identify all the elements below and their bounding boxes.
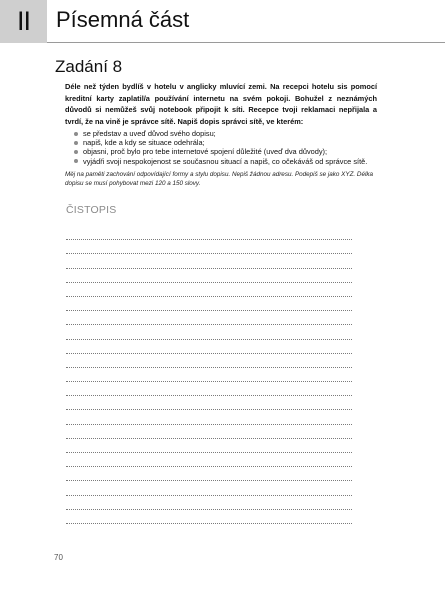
writing-area[interactable]	[66, 226, 352, 524]
writing-line[interactable]	[66, 269, 352, 283]
writing-line[interactable]	[66, 453, 352, 467]
writing-line[interactable]	[66, 368, 352, 382]
bullet-text: objasni, proč bylo pro tebe internetové spojení důležité (uveď dva důvody);	[83, 147, 328, 157]
bullet-dot-icon	[74, 159, 78, 163]
bullet-dot-icon	[74, 141, 78, 145]
draft-heading: ČISTOPIS	[66, 204, 117, 216]
writing-line[interactable]	[66, 311, 352, 325]
task-title: Zadání 8	[55, 57, 123, 76]
bullet-dot-icon	[74, 150, 78, 154]
page-header	[0, 0, 445, 44]
bullet-item	[74, 147, 384, 156]
writing-line[interactable]	[66, 396, 352, 410]
chapter-number: II	[16, 6, 30, 36]
task-bullet-list	[74, 129, 384, 166]
bullet-text: se představ a uveď důvod svého dopisu;	[83, 129, 216, 138]
writing-line[interactable]	[66, 510, 352, 524]
bullet-dot-icon	[74, 132, 78, 136]
writing-line[interactable]	[66, 439, 352, 453]
page-number: 70	[54, 553, 63, 562]
writing-line[interactable]	[66, 226, 352, 240]
writing-line[interactable]	[66, 410, 352, 424]
task-instructions: Déle než týden bydlíš v hotelu v anglicky mluvící zemi. Na recepci hotelu sis pomocí kreditní karty zaplatil/a používání internetu na svém pokoji. Bohužel z neznámých důvodů si nemůžeš svůj notebook připojit k síti. Recepce tvoji reklamaci nepřijala a tvrdí, že na vině je správce sítě. Napiš dopis správci sítě, ve kterém:	[65, 82, 377, 126]
bullet-text: napiš, kde a kdy se situace odehrála;	[83, 138, 205, 148]
format-note: Měj na paměti zachování odpovídající formy a stylu dopisu. Nepiš žádnou adresu. Podepiš se jako XYZ. Délka dopisu se musí pohybovat mezi 120 a 150 slovy.	[65, 171, 374, 188]
writing-line[interactable]	[66, 425, 352, 439]
bullet-item	[74, 157, 384, 166]
writing-line[interactable]	[66, 481, 352, 495]
writing-line[interactable]	[66, 382, 352, 396]
bullet-text: vyjádři svoji nespokojenost se současnou situací a napiš, co očekáváš od správce sítě.	[83, 156, 368, 166]
writing-line[interactable]	[66, 340, 352, 354]
bullet-item	[74, 138, 384, 147]
section-title: Písemná část	[56, 7, 190, 32]
writing-line[interactable]	[66, 240, 352, 254]
writing-line[interactable]	[66, 354, 352, 368]
bullet-item	[74, 129, 384, 138]
writing-line[interactable]	[66, 254, 352, 268]
writing-line[interactable]	[66, 467, 352, 481]
writing-line[interactable]	[66, 325, 352, 339]
writing-line[interactable]	[66, 283, 352, 297]
writing-line[interactable]	[66, 496, 352, 510]
writing-line[interactable]	[66, 297, 352, 311]
chapter-tab	[0, 0, 47, 43]
header-divider	[47, 42, 445, 43]
